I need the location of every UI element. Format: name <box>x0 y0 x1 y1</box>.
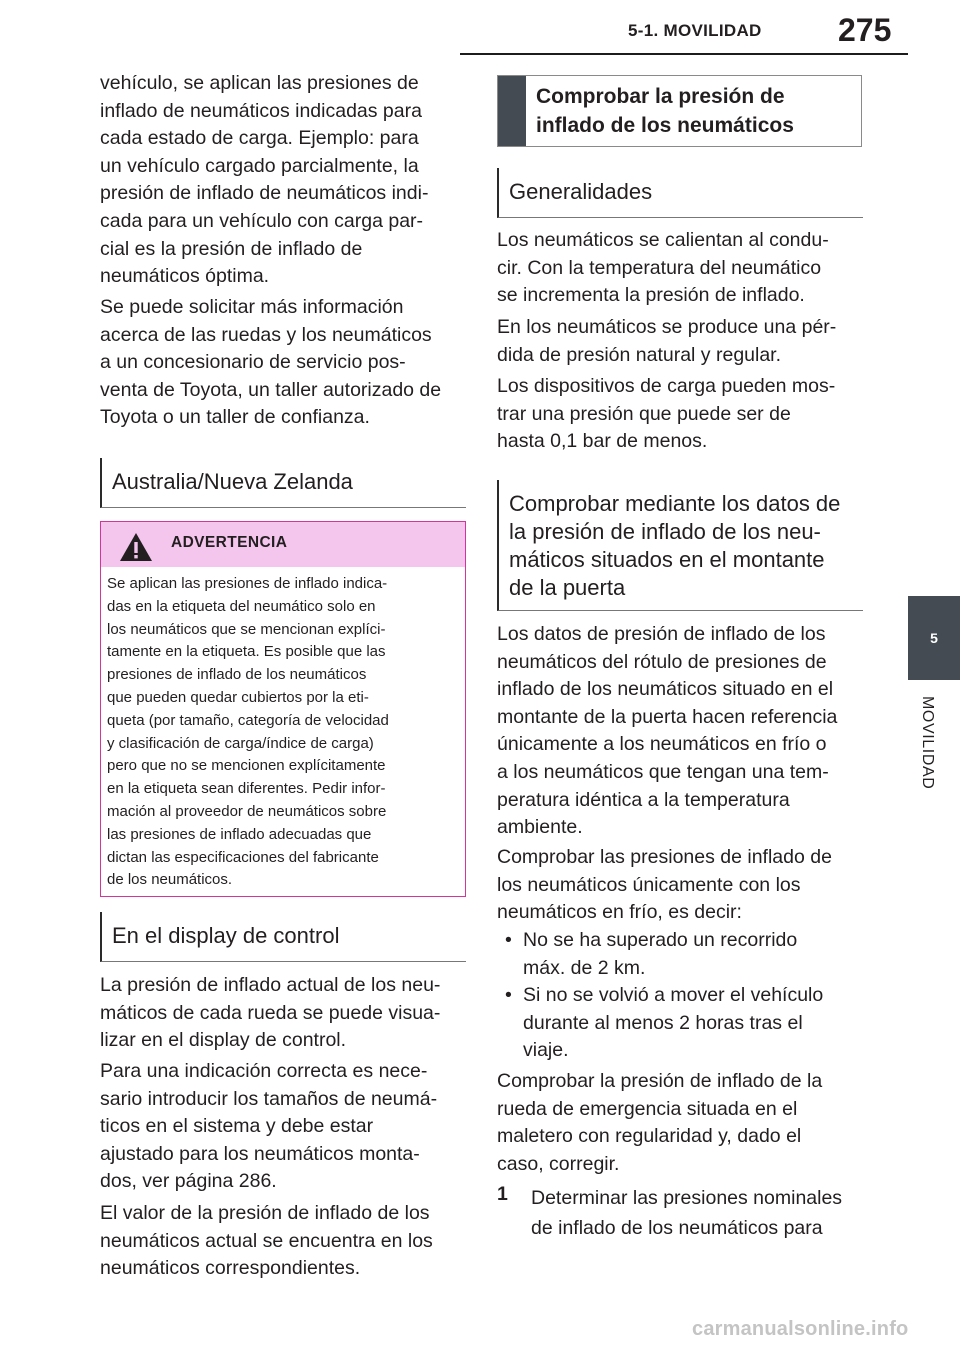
text-line: dos, ver página 286. <box>100 1170 277 1193</box>
subheading-door-pillar <box>497 480 863 611</box>
text-line: un vehículo cargado parcialmente, la <box>100 154 419 177</box>
text-line: montante de la puerta hacen referencia <box>497 705 838 728</box>
text-line: máticos situados en el montante <box>509 547 825 572</box>
step-text <box>531 1183 842 1243</box>
text-line: presión de inflado de neumáticos indi- <box>100 182 429 205</box>
text-line: pero que no se mencionen explícitamente <box>107 757 386 775</box>
text-line: máx. de 2 km. <box>523 956 646 979</box>
display-paragraph-2 <box>100 1058 437 1196</box>
subheading-general <box>497 168 863 218</box>
heading-line: inflado de los neumáticos <box>536 114 794 137</box>
text-line: dida de presión natural y regular. <box>497 343 782 366</box>
text-line: inflado de los neumáticos situado en el <box>497 678 834 701</box>
general-paragraph-1 <box>497 227 829 310</box>
text-line: das en la etiqueta del neumático solo en <box>107 597 376 615</box>
text-line: En los neumáticos se produce una pér- <box>497 316 837 338</box>
header-rule <box>460 53 908 55</box>
page-number: 275 <box>838 12 892 48</box>
text-line: maletero con regularidad y, dado el <box>497 1125 802 1148</box>
text-line: acerca de las ruedas y los neumáticos <box>100 323 432 346</box>
text-line: tamente en la etiqueta. Es posible que las <box>107 643 386 661</box>
text-line: Si no se volvió a mover el vehículo <box>523 984 824 1006</box>
main-heading <box>497 75 862 147</box>
text-line: Toyota o un taller de confianza. <box>100 406 370 429</box>
chapter-label: MOVILIDAD <box>919 696 936 790</box>
bullet-text <box>523 982 823 1065</box>
text-line: cir. Con la temperatura del neumático <box>497 256 822 279</box>
text-line: rueda de emergencia situada en el <box>497 1097 798 1120</box>
subheading-text <box>509 490 840 602</box>
text-line: Se puede solicitar más información <box>100 296 404 318</box>
warning-title: ADVERTENCIA <box>171 534 288 551</box>
subheading-text: En el display de control <box>112 923 340 948</box>
text-line: y clasificación de carga/índice de carga) <box>107 734 374 752</box>
text-line: Se aplican las presiones de inflado indica- <box>107 575 388 592</box>
subheading-text: Australia/Nueva Zelanda <box>112 469 353 494</box>
text-line: neumáticos del rótulo de presiones de <box>497 650 827 673</box>
bullet-marker: • <box>505 984 512 1006</box>
text-line: neumáticos actual se encuentra en los <box>100 1229 433 1252</box>
text-line: de la puerta <box>509 575 626 600</box>
text-line: Comprobar la presión de inflado de la <box>497 1070 823 1092</box>
text-line: Los datos de presión de inflado de los <box>497 623 826 645</box>
check-paragraph-1 <box>497 621 837 842</box>
text-line: La presión de inflado actual de los neu- <box>100 974 441 996</box>
display-paragraph-3 <box>100 1200 433 1283</box>
text-line: únicamente a los neumáticos en frío o <box>497 733 827 756</box>
warning-triangle-icon <box>119 532 153 562</box>
text-line: caso, corregir. <box>497 1152 620 1175</box>
text-line: peratura idéntica a la temperatura <box>497 788 790 811</box>
text-line: durante al menos 2 horas tras el <box>523 1011 803 1034</box>
warning-header <box>101 522 465 567</box>
text-line: ajustado para los neumáticos monta- <box>100 1142 420 1165</box>
text-line: los neumáticos que se mencionan explíci- <box>107 620 386 638</box>
text-line: que pueden quedar cubiertos por la eti- <box>107 688 369 706</box>
text-line: neumáticos óptima. <box>100 265 270 288</box>
text-line: Comprobar mediante los datos de <box>509 491 841 516</box>
chapter-tab <box>908 596 960 680</box>
text-line: El valor de la presión de inflado de los <box>100 1202 430 1224</box>
text-line: ambiente. <box>497 816 583 839</box>
intro-paragraph <box>100 70 428 291</box>
check-paragraph-3 <box>497 1068 822 1178</box>
chapter-number: 5 <box>930 630 938 646</box>
text-line: dictan las especificaciones del fabricante <box>107 848 379 866</box>
text-line: Para una indicación correcta es nece- <box>100 1060 428 1082</box>
general-paragraph-3 <box>497 373 835 456</box>
text-line: de inflado de los neumáticos para <box>531 1217 823 1239</box>
subheading-display <box>100 912 466 962</box>
text-line: Los dispositivos de carga pueden mos- <box>497 375 836 397</box>
text-line: cada estado de carga. Ejemplo: para <box>100 127 419 150</box>
text-line: cada para un vehículo con carga par- <box>100 209 424 232</box>
warning-text <box>107 573 389 892</box>
text-line: Los neumáticos se calientan al condu- <box>497 229 829 251</box>
watermark: carmanualsonline.info <box>692 1318 909 1340</box>
subheading-australia <box>100 458 466 508</box>
text-line: las presiones de inflado adecuadas que <box>107 825 372 843</box>
text-line: a un concesionario de servicio pos- <box>100 351 406 374</box>
text-line: presiones de inflado de los neumáticos <box>107 666 367 684</box>
text-line: queta (por tamaño, categoría de velocidad <box>107 711 389 729</box>
main-heading-text <box>536 82 794 140</box>
text-line: lizar en el display de control. <box>100 1029 347 1052</box>
text-line: en la etiqueta sean diferentes. Pedir infor- <box>107 780 386 798</box>
bullet-text <box>523 927 797 982</box>
subheading-text: Generalidades <box>509 179 653 204</box>
heading-line: Comprobar la presión de <box>536 85 785 108</box>
display-paragraph-1 <box>100 972 440 1055</box>
info-paragraph <box>100 294 441 432</box>
step-number: 1 <box>497 1183 508 1205</box>
text-line: inflado de neumáticos indicadas para <box>100 99 422 122</box>
text-line: neumáticos correspondientes. <box>100 1257 361 1280</box>
text-line: a los neumáticos que tengan una tem- <box>497 760 829 783</box>
text-line: los neumáticos únicamente con los <box>497 873 801 896</box>
text-line: sario introducir los tamaños de neumá- <box>100 1087 438 1110</box>
warning-box <box>100 521 466 897</box>
text-line: Comprobar las presiones de inflado de <box>497 846 832 868</box>
check-paragraph-2 <box>497 844 832 927</box>
text-line: No se ha superado un recorrido <box>523 929 798 951</box>
main-heading-bar <box>498 76 526 146</box>
text-line: de los neumáticos. <box>107 871 233 889</box>
text-line: cial es la presión de inflado de <box>100 237 363 260</box>
text-line: trar una presión que puede ser de <box>497 402 791 425</box>
text-line: hasta 0,1 bar de menos. <box>497 430 708 453</box>
text-line: vehículo, se aplican las presiones de <box>100 72 419 94</box>
text-line: mación al proveedor de neumáticos sobre <box>107 802 387 820</box>
text-line: se incrementa la presión de inflado. <box>497 284 805 307</box>
text-line: neumáticos en frío, es decir: <box>497 901 742 924</box>
text-line: Determinar las presiones nominales <box>531 1187 843 1209</box>
general-paragraph-2 <box>497 314 836 369</box>
text-line: ticos en el sistema y debe estar <box>100 1115 374 1138</box>
text-line: la presión de inflado de los neu- <box>509 519 821 544</box>
text-line: venta de Toyota, un taller autorizado de <box>100 378 442 401</box>
section-title: 5-1. MOVILIDAD <box>628 21 762 40</box>
text-line: máticos de cada rueda se puede visua- <box>100 1001 441 1024</box>
bullet-marker: • <box>505 929 512 951</box>
text-line: viaje. <box>523 1039 569 1062</box>
